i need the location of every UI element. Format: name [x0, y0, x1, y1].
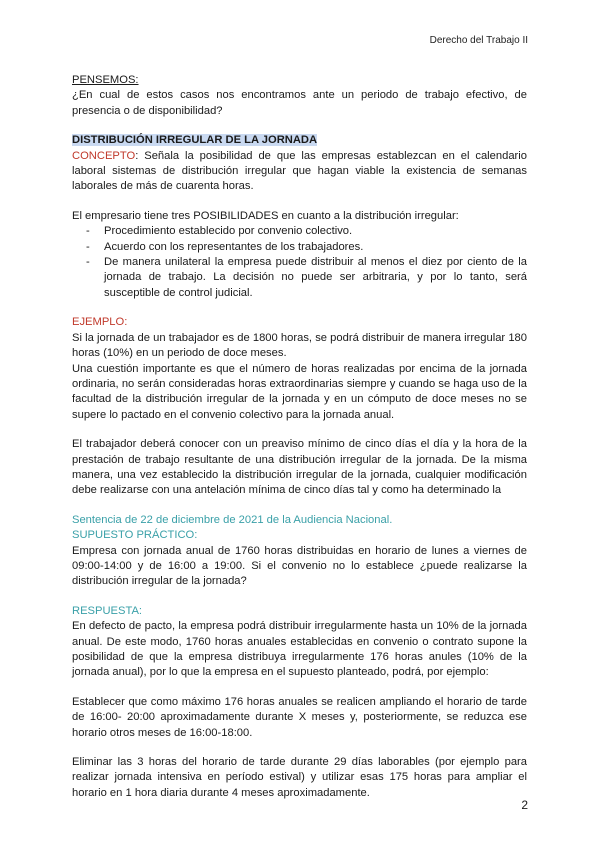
ejemplo-paragraph-3: El trabajador deberá conocer con un preaviso mínimo de cinco días el día y la hora de la prestación de trabajo resultante de una distribución irregular de la jornada. De la misma manera, una vez establecido la distribución irregular de la jornada, cualquier modificación debe realizarse con una antelación mínima de cinco días tal y como ha determinado la: [72, 438, 527, 497]
pensemos-heading: PENSEMOS:: [72, 74, 139, 86]
respuesta-heading: RESPUESTA:: [72, 604, 143, 617]
running-header: Derecho del Trabajo II: [429, 35, 528, 46]
sentencia-title: Sentencia de 22 de diciembre de 2021 de la Audiencia Nacional.: [72, 513, 393, 526]
page-content: [72, 73, 527, 801]
list-item: - De manera unilateral la empresa puede distribuir al menos el diez por ciento de la jornada de trabajo. La decisión no puede ser arbitraria, y por lo tanto, será susceptible de control judicial.: [72, 255, 527, 301]
page-number: 2: [521, 798, 528, 812]
respuesta-paragraph-3: Eliminar las 3 horas del horario de tarde durante 29 días laborables (por ejemplo para realizar jornada intensiva en período estival) y utilizar esas 175 horas para ampliar el horario en 1 hora diaria durante 4 meses aproximadamente.: [72, 756, 527, 799]
section-title-line: [72, 133, 527, 148]
ejemplo-paragraph-1: Si la jornada de un trabajador es de 1800 horas, se podrá distribuir de manera irregular 180 horas (10%) en un periodo de doce meses.: [72, 331, 527, 360]
respuesta-paragraph-1: En defecto de pacto, la empresa podrá distribuir irregularmente hasta un 10% de la jornada anual. De este modo, 1760 horas anuales establecidas en convenio o contrato supone la posibilidad de que la empresa distribuya irregularmente 176 horas anules (10% de la jornada anual), por lo que la empresa en el supuesto planteado, podrá, por ejemplo:: [72, 620, 527, 679]
posibilidades-intro: El empresario tiene tres POSIBILIDADES en cuanto a la distribución irregular:: [72, 209, 459, 222]
pensemos-question: ¿En cual de estos casos nos encontramos ante un periodo de trabajo efectivo, de presencia o de disponibilidad?: [72, 89, 527, 117]
list-item: - Procedimiento establecido por convenio colectivo.: [72, 224, 527, 239]
concepto-paragraph: [72, 149, 527, 195]
supuesto-text: Empresa con jornada anual de 1760 horas distribuidas en horario de lunes a viernes de 09:00-14:00 y de 16:00 a 19:00. Si el convenio no lo establece ¿puede realizarse la distribución irregular de la jornada?: [72, 544, 527, 588]
supuesto-heading: SUPUESTO PRÁCTICO:: [72, 529, 198, 542]
section-title: DISTRIBUCIÓN IRREGULAR DE LA JORNADA: [72, 134, 318, 147]
ejemplo-paragraph-2: Una cuestión importante es que el número de horas realizadas por encima de la jornada ordinaria, no serán consideradas horas extraordinarias siempre y cuando se haga uso de la facultad de la distribución irregular de la jornada y en un cómputo de doce meses no se supere lo pactado en el convenio colectivo para la jornada anual.: [72, 362, 527, 421]
concepto-label: CONCEPTO: [72, 149, 136, 162]
respuesta-paragraph-2: Establecer que como máximo 176 horas anuales se realicen ampliando el horario de tarde de 16:00- 20:00 aproximadamente durante X meses y, posteriormente, se reduzca ese horario otros meses de 16:00-18:00.: [72, 695, 527, 739]
list-item: - Acuerdo con los representantes de los trabajadores.: [72, 240, 527, 255]
ejemplo-heading: EJEMPLO:: [72, 316, 128, 329]
posibilidades-list: [72, 224, 527, 301]
concepto-text: : Señala la posibilidad de que las empresas establezcan en el calendario laboral sistemas de distribución irregular que hagan viable la existencia de semanas laborales de más de cuarenta horas.: [72, 149, 527, 193]
